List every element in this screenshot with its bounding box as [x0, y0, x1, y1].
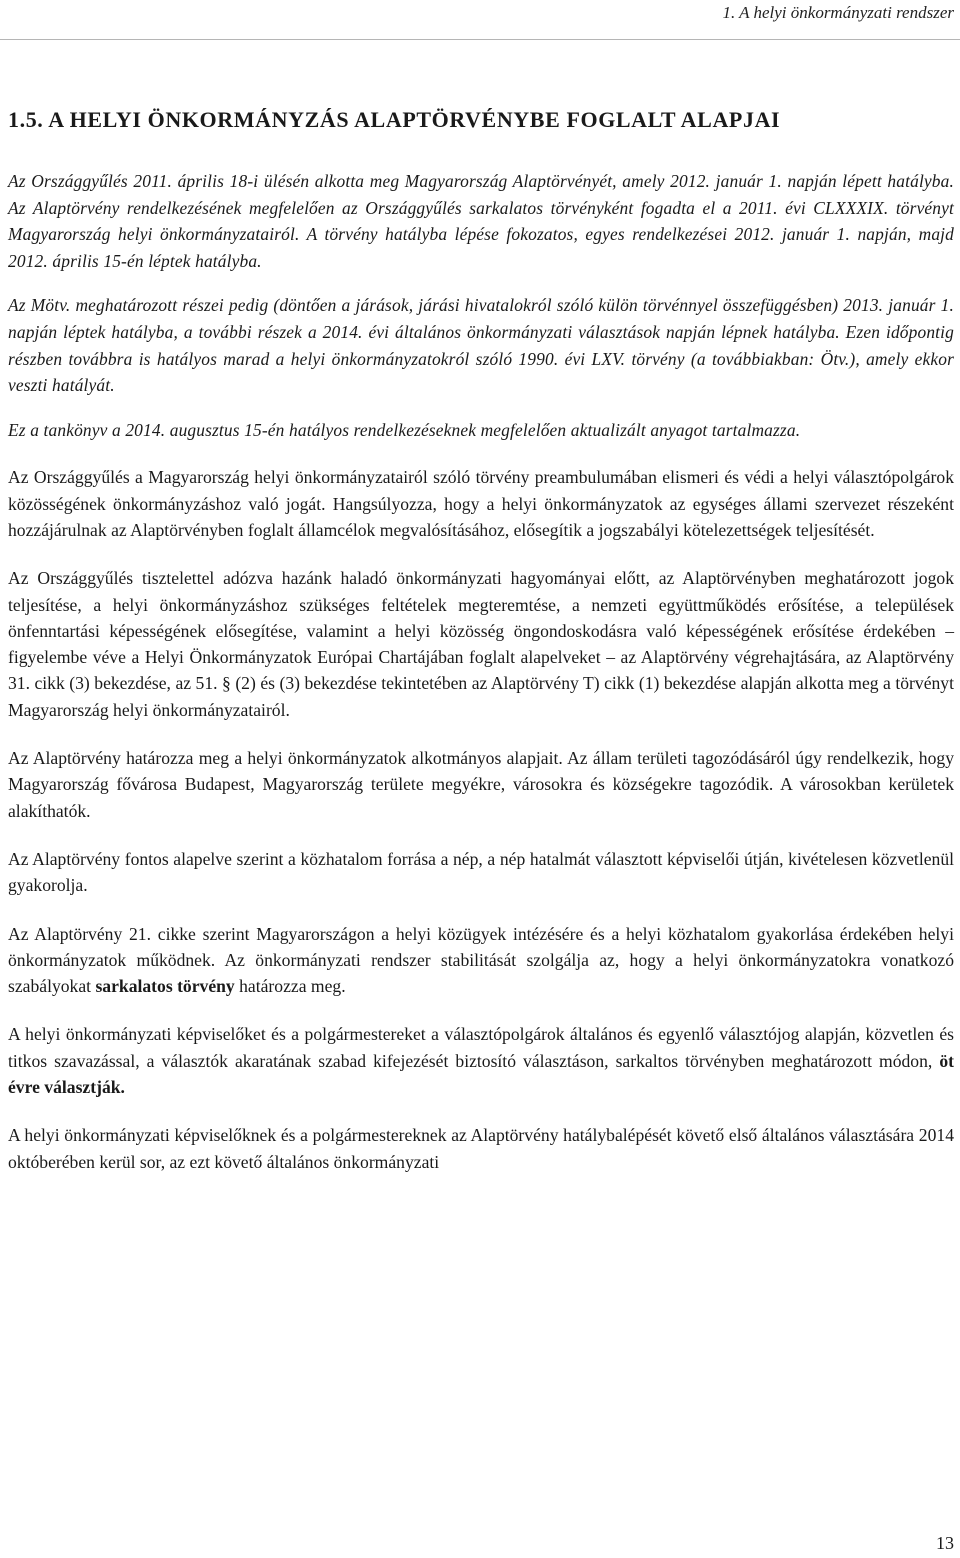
- paragraph-first-election: A helyi önkormányzati képviselőknek és a polgármestereknek az Alaptörvény hatálybalépését követő első általános választására 2014 októberében kerül sor, az ezt követő általános önkormányzati: [8, 1125, 954, 1172]
- bold-emphasis: öt évre választják.: [8, 1050, 954, 1097]
- section-heading: 1.5. A HELYI ÖNKORMÁNYZÁS ALAPTÖRVÉNYBE FOGLALT ALAPJAI: [8, 107, 781, 132]
- paragraph-constitutional-basis: Az Alaptörvény határozza meg a helyi önkormányzatok alkotmányos alapjait. Az állam területi tagozódásáról úgy rendelkezik, hogy Magyarország fővárosa Budapest, Magyarország területe megyékre, városokra és községekre tagozódik. A városokban kerületek alakíthatók.: [8, 748, 954, 821]
- paragraph-preamble: Az Országgyűlés a Magyarország helyi önkormányzatairól szóló törvény preambulumában elismeri és védi a helyi választópolgárok közösségének önkormányzáshoz való jogát. Hangsúlyozza, hogy a helyi önkormányzatok az egységes állami szervezet részeként hozzájárulnak az Alaptörvényben foglalt államcélok megvalósításához, elősegítik a jogszabályi kötelezettségek teljesítését.: [8, 467, 954, 540]
- paragraph-textbook-note: Ez a tankönyv a 2014. augusztus 15-én hatályos rendelkezéseknek megfelelően aktualizált anyagot tartalmazza.: [8, 419, 801, 440]
- paragraph-parliament-respect: Az Országgyűlés tisztelettel adózva hazánk haladó önkormányzati hagyományai előtt, az Alaptörvényben meghatározott jogok teljesítése, a helyi önkormányzáshoz szükséges feltételek megteremtése, a nemzeti együttműködés erősítése, a települések önfenntartási képességének elősegítése, valamint a helyi közösség öngondoskodásra való képességének erősítése érdekében – figyelembe véve a Helyi Önkormányzatok Európai Chartájában foglalt alapelveket – az Alaptörvény végrehajtására, az Alaptörvény 31. cikk (3) bekezdése, az 51. § (2) és (3) bekezdése tekintetében az Alaptörvény T) cikk (1) bekezdése alapján alkotta meg a törvényt Magyarország helyi önkormányzatairól.: [8, 568, 954, 720]
- running-header: 1. A helyi önkormányzati rendszer: [722, 3, 954, 22]
- page-number: 13: [936, 1533, 954, 1553]
- paragraph-law-adoption: Az Országgyűlés 2011. április 18-i ülésén alkotta meg Magyarország Alaptörvényét, amely 2012. január 1. napján lépett hatályba. Az Alaptörvény rendelkezésének megfelelően az Országgyűlés sarkalatos törvényként fogadta el a 2011. évi CLXXXIX. törvényt Magyarország helyi önkormányzatairól. A törvény hatályba lépése fokozatos, egyes rendelkezései 2012. január 1. napján, majd 2012. április 15-én léptek hatályba.: [8, 171, 954, 271]
- paragraph-text: Az Alaptörvény 21. cikke szerint Magyarországon a helyi közügyek intézésére és a helyi közhatalom gyakorlása érdekében helyi önkormányzatok működnek. Az önkormányzati rendszer stabilitását szolgálja az, hogy a helyi önkormányzatokra vonatkozó szabályokat: [8, 923, 954, 997]
- header-divider: [0, 39, 960, 40]
- paragraph-elections: [8, 1021, 954, 1100]
- paragraph-article-21: [8, 921, 954, 1000]
- paragraph-text: határozza meg.: [234, 976, 346, 997]
- paragraph-public-power: Az Alaptörvény fontos alapelve szerint a közhatalom forrása a nép, a nép hatalmát választott képviselői útján, kivételesen közvetlenül gyakorolja.: [8, 848, 954, 896]
- paragraph-motv-effect: Az Mötv. meghatározott részei pedig (döntően a járások, járási hivatalokról szóló külön törvénnyel összefüggésben) 2013. január 1. napján léptek hatályba, a további részek a 2014. évi általános önkormányzati választások napján lépnek hatályba. Ezen időpontig részben továbbra is hatályos marad a helyi önkormányzatokról szóló 1990. évi LXV. törvény (a továbbiakban: Ötv.), amely ekkor veszti hatályát.: [8, 295, 954, 396]
- bold-emphasis: sarkalatos törvény: [95, 976, 235, 997]
- body-content: [8, 168, 954, 1197]
- paragraph-text: A helyi önkormányzati képviselőket és a polgármestereket a választópolgárok általános és egyenlő választójog alapján, közvetlen és titkos szavazással, a választók akaratának szabad kifejezését biztosító választáson, sarkaltos törvényben meghatározott módon,: [8, 1024, 954, 1071]
